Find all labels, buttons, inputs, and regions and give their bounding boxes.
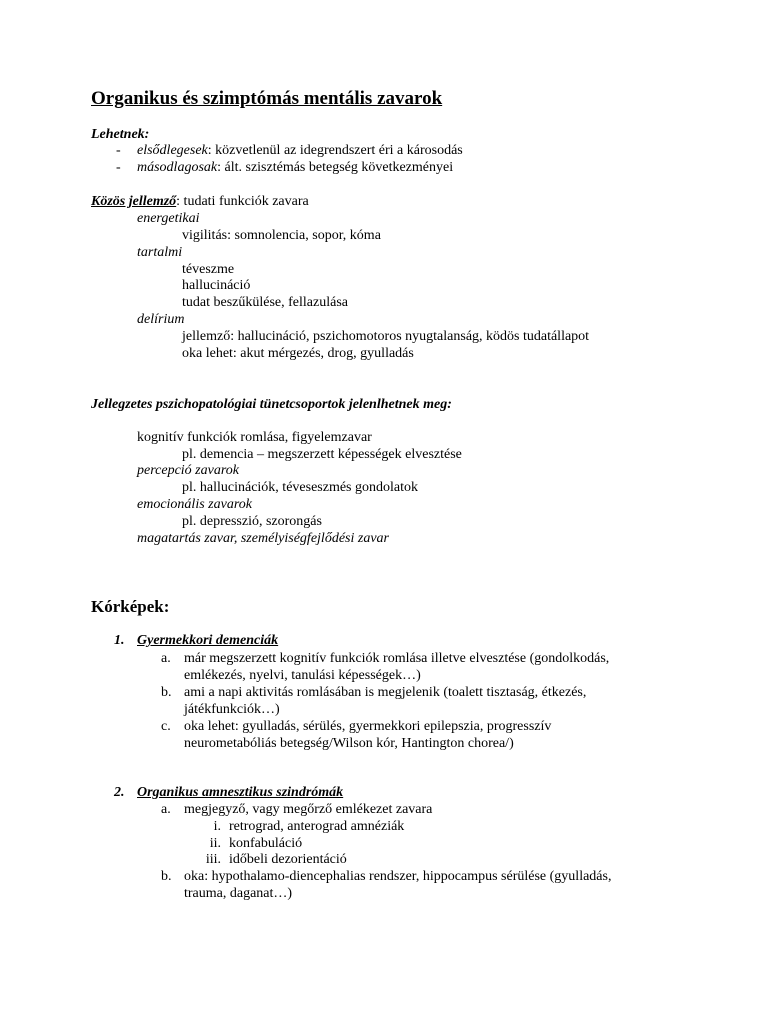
term: elsődlegesek (137, 143, 208, 158)
tartalmi-item: hallucináció (182, 278, 251, 293)
list-item-line: konfabuláció (229, 836, 303, 851)
section-title: Organikus amnesztikus szindrómák (137, 785, 344, 800)
section-title: Gyermekkori demenciák (137, 633, 279, 648)
section-number: 1. (114, 633, 125, 648)
list-marker: i. (213, 819, 221, 834)
kozos-term: Közös jellemző (91, 194, 177, 209)
list-item-line: időbeli dezorientáció (229, 852, 347, 867)
tartalmi-item: tudat beszűkülése, fellazulása (182, 295, 348, 310)
list-item-line: neurometabóliás betegség/Wilson kór, Hantington chorea/) (184, 736, 514, 751)
list-item-line: ami a napi aktivitás romlásában is megjelenik (toalett tisztaság, étkezés, (184, 685, 587, 700)
section-number: 2. (114, 785, 125, 800)
energetikai-label: energetikai (137, 211, 200, 226)
delirium-label: delírium (137, 312, 185, 327)
list-item-line: trauma, daganat…) (184, 886, 293, 901)
list-marker: iii. (205, 852, 221, 867)
list-item-line: retrograd, anterograd amnéziák (229, 819, 405, 834)
jellegzetes-heading: Jellegzetes pszichopatológiai tünetcsoportok jelenlhetnek meg: (91, 397, 452, 412)
list-item (137, 142, 463, 159)
bullet-dash: - (116, 143, 121, 158)
term-rest: : ált. szisztémás betegség következményei (217, 160, 454, 175)
list-item-line: már megszerzett kognitív funkciók romlása illetve elvesztése (gondolkodás, (184, 651, 610, 666)
list-marker: c. (161, 719, 171, 734)
list-marker: b. (161, 869, 172, 884)
symptom-example: pl. depresszió, szorongás (182, 514, 322, 529)
delirium-item: jellemző: hallucináció, pszichomotoros nyugtalanság, ködös tudatállapot (182, 329, 590, 344)
symptom-example: pl. hallucinációk, téveseszmés gondolatok (182, 480, 418, 495)
symptom-group: percepció zavarok (137, 463, 239, 478)
kozos-rest: : tudati funkciók zavara (176, 194, 309, 209)
korkepek-heading: Kórképek: (91, 597, 170, 616)
lehetnek-label: Lehetnek: (91, 127, 150, 142)
symptom-example: pl. demencia – megszerzett képességek elvesztése (182, 447, 462, 462)
list-item-line: oka: hypothalamo-diencephalias rendszer, hippocampus sérülése (gyulladás, (184, 869, 612, 884)
list-marker: a. (161, 802, 171, 817)
list-item (137, 159, 453, 176)
term: másodlagosak (137, 160, 218, 175)
tartalmi-label: tartalmi (137, 245, 183, 260)
energetikai-item: vigilitás: somnolencia, sopor, kóma (182, 228, 381, 243)
tartalmi-item: téveszme (182, 262, 235, 277)
list-marker: b. (161, 685, 172, 700)
page-title: Organikus és szimptómás mentális zavarok (91, 88, 443, 109)
list-item-line: emlékezés, nyelvi, tanulási képességek…) (184, 668, 421, 683)
symptom-group: kognitív funkciók romlása, figyelemzavar (137, 430, 372, 445)
kozos-jellemzo-line (91, 193, 309, 210)
list-marker: ii. (209, 836, 221, 851)
list-item-line: játékfunkciók…) (184, 702, 280, 717)
term-rest: : közvetlenül az idegrendszert éri a károsodás (207, 143, 463, 158)
list-item-line: megjegyző, vagy megőrző emlékezet zavara (184, 802, 433, 817)
symptom-group: magatartás zavar, személyiségfejlődési zavar (137, 531, 389, 546)
symptom-group: emocionális zavarok (137, 497, 252, 512)
delirium-item: oka lehet: akut mérgezés, drog, gyulladás (182, 346, 414, 361)
list-item-line: oka lehet: gyulladás, sérülés, gyermekkori epilepszia, progresszív (184, 719, 552, 734)
list-marker: a. (161, 651, 171, 666)
bullet-dash: - (116, 160, 121, 175)
